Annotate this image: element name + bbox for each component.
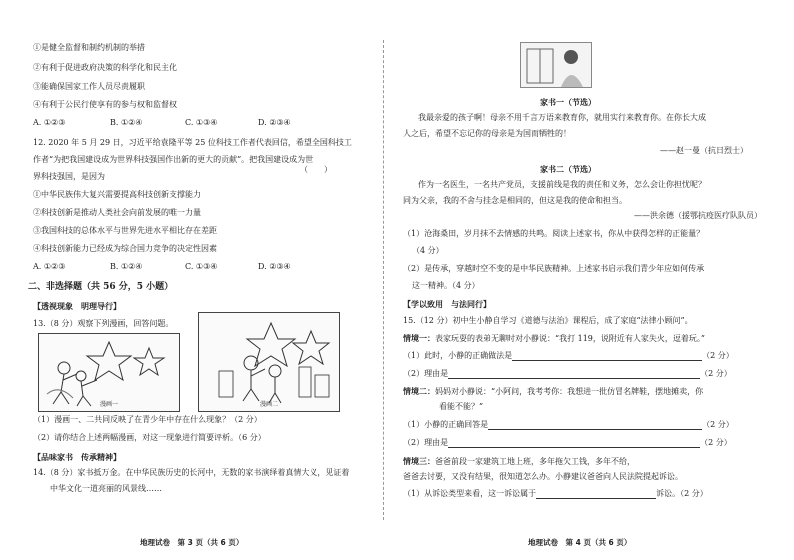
q12-option-4: ④科技创新能力已经成为综合国力竞争的决定性因素 [33,244,217,253]
scenario-1 [403,333,705,344]
scenario-3 [403,456,635,467]
letter-1-line-1: 我最亲爱的孩子啊！母亲不用千言万语来教育你，就用实行来教育你。在你长大成 [418,113,706,122]
q14-part-1: （1）沧海桑田，岁月抹不去情感的共鸣。阅读上述家书，你从中获得怎样的正能量？ [403,229,705,238]
scenario-2-q2-score: （2 分） [700,438,732,447]
scenario-1-q1-text: （1）此时，小静的正确做法是 [403,351,513,360]
scenario-2-q2-text: （2）理由是 [403,438,449,447]
subsection-title: 【品味家书 传承精神】 [33,452,121,462]
answer-blank[interactable] [512,360,702,361]
letter-1-title: 家书一（节选） [540,97,596,107]
q11-choice-d: D. ②③④ [258,118,291,127]
answer-blank[interactable] [448,378,700,379]
cartoon-2-drawing [199,313,339,411]
q12-answer-paren: （ ） [300,165,332,174]
letter-photo [520,42,592,88]
letter-2-line-2: 同为父亲，我的不舍与挂念是相同的，但这是我的使命和担当。 [403,196,627,205]
reading-woman-image [521,43,591,87]
scenario-3-text: 爸爸前段一家建筑工地上班，多年拖欠工钱，多年不给， [435,457,635,466]
cartoon-2 [198,312,340,412]
q14-part-2-score: 这一精神。（4 分） [412,281,480,290]
section-2-title: 二、非选择题（共 56 分，5 小题） [28,282,174,292]
letter-2-signature: ——洪余德（援鄂抗疫医疗队队员） [634,211,762,220]
scenario-2-q1-text: （1）小静的正确回答是 [403,420,489,429]
q14-stem-1: 14.（8 分）家书抵万金。在中华民族历史的长河中，无数的家书演绎着真情大义，见证着 [33,468,350,477]
answer-blank[interactable] [448,447,700,448]
q11-option-4: ④有利于公民行使享有的参与权和监督权 [33,100,177,109]
subsection-title: 【透视现象 明理导行】 [33,301,121,311]
scenario-2-q1 [403,420,734,430]
q11-option-3: ③能确保国家工作人员尽责履职 [33,82,145,91]
scenario-3-text-2: 爸爸去讨要，又没有结果，很知道怎么办。小静建议爸爸向人民法院提起诉讼。 [403,472,683,481]
cartoon-1-caption: 漫画一 [99,401,118,408]
q14-part-2: （2）是传承，穿越时空不变的是中华民族精神。上述家书启示我们青少年应如何传承 [403,264,705,273]
q12-option-1: ①中华民族伟大复兴需要提高科技创新支撑能力 [33,190,201,199]
scenario-2-q1-score: （2 分） [702,420,734,429]
scenario-3-q1 [403,489,708,499]
letter-1-line-2: 人之后，希望不忘记你的母亲是为国而牺牲的！ [403,129,571,138]
scenario-1-q2 [403,369,732,379]
scenario-2-q2 [403,438,732,448]
q13-part-2: （2）请你结合上述两幅漫画，对这一现象进行简要评析。（6 分） [33,433,266,442]
q14-part-1-score: （4 分） [412,246,444,255]
q15-stem: 15.（12 分）初中生小静自学习《道德与法治》课程后，成了家庭“法律小顾问”。 [403,316,693,325]
cartoon-1 [38,333,180,412]
answer-blank[interactable] [536,498,656,499]
scenario-3-q1-text: （1）从诉讼类型来看，这一诉讼属于 [403,489,537,498]
scenario-1-q1-score: （2 分） [702,351,734,360]
letter-1-signature: ——赵一曼（抗日烈士） [660,146,748,155]
scenario-1-label: 情境一： [403,333,435,343]
q13-stem: 13.（8 分）观察下列漫画，回答问题。 [33,319,174,328]
q11-choice-b: B. ①②④ [110,118,143,127]
q11-choice-a: A. ①②③ [33,118,66,127]
subsection-title: 【学以致用 与法同行】 [403,299,491,309]
answer-blank[interactable] [488,429,702,430]
q12-option-3: ③我国科技的总体水平与世界先进水平相比存在差距 [33,226,217,235]
q12-stem-1: 12. 2020 年 5 月 29 日，习近平给袁隆平等 25 位科技工作者代表回信，希望全国科技工 [33,138,352,147]
scenario-1-text: 表家玩耍的表弟无聊时对小静说：“我打 119，说附近有人家失火，逗着玩。” [435,334,705,343]
q11-option-2: ②有利于促进政府决策的科学化和民主化 [33,63,177,72]
scenario-2-text: 妈妈对小静说：“小阿问，我考考你：我想进一批仿冒名牌鞋，摆地摊卖，你 [435,387,704,396]
q12-choice-a: A. ①②③ [33,262,66,271]
page-3 [0,0,372,560]
q11-option-1: ①是健全监督和制约机制的举措 [33,43,145,52]
q12-option-2: ②科技创新是推动人类社会向前发展的唯一力量 [33,208,201,217]
q14-stem-2: 中华文化一道亮丽的风景线…… [50,484,162,493]
q12-stem-3: 界科技强国，是因为 [33,172,105,181]
q12-choice-d: D. ②③④ [258,262,291,271]
letter-2-line-1: 作为一名医生，一名共产党员，支援前线是我的责任和义务，怎么会让你担忧呢？ [418,180,706,189]
q12-choice-c: C. ①③④ [185,262,218,271]
page-footer: 地理试卷 第 4 页（共 6 页） [528,538,632,547]
page-footer: 地理试卷 第 3 页（共 6 页） [140,538,244,547]
q13-part-1: （1）漫画一、二共同反映了在青少年中存在什么现象？（2 分） [33,415,262,424]
cartoon-2-caption: 漫画二 [259,401,278,408]
letter-2-title: 家书二（节选） [540,164,596,174]
q12-choice-b: B. ①②④ [110,262,143,271]
scenario-1-q2-score: （2 分） [700,369,732,378]
page-divider [383,40,384,520]
q11-choice-c: C. ①③④ [185,118,218,127]
scenario-3-label: 情境三： [403,456,435,466]
scenario-2-label: 情境二： [403,386,435,396]
scenario-2 [403,386,703,397]
q12-stem-2: 作者“为把我国建设成为世界科技强国作出新的更大的贡献”。把我国建设成为世 [33,155,314,164]
scenario-1-q1 [403,351,734,361]
scenario-3-q1-score: 诉讼。（2 分） [656,489,708,498]
scenario-1-q2-text: （2）理由是 [403,369,449,378]
scenario-2-text-2: 看能不能？” [439,402,484,411]
